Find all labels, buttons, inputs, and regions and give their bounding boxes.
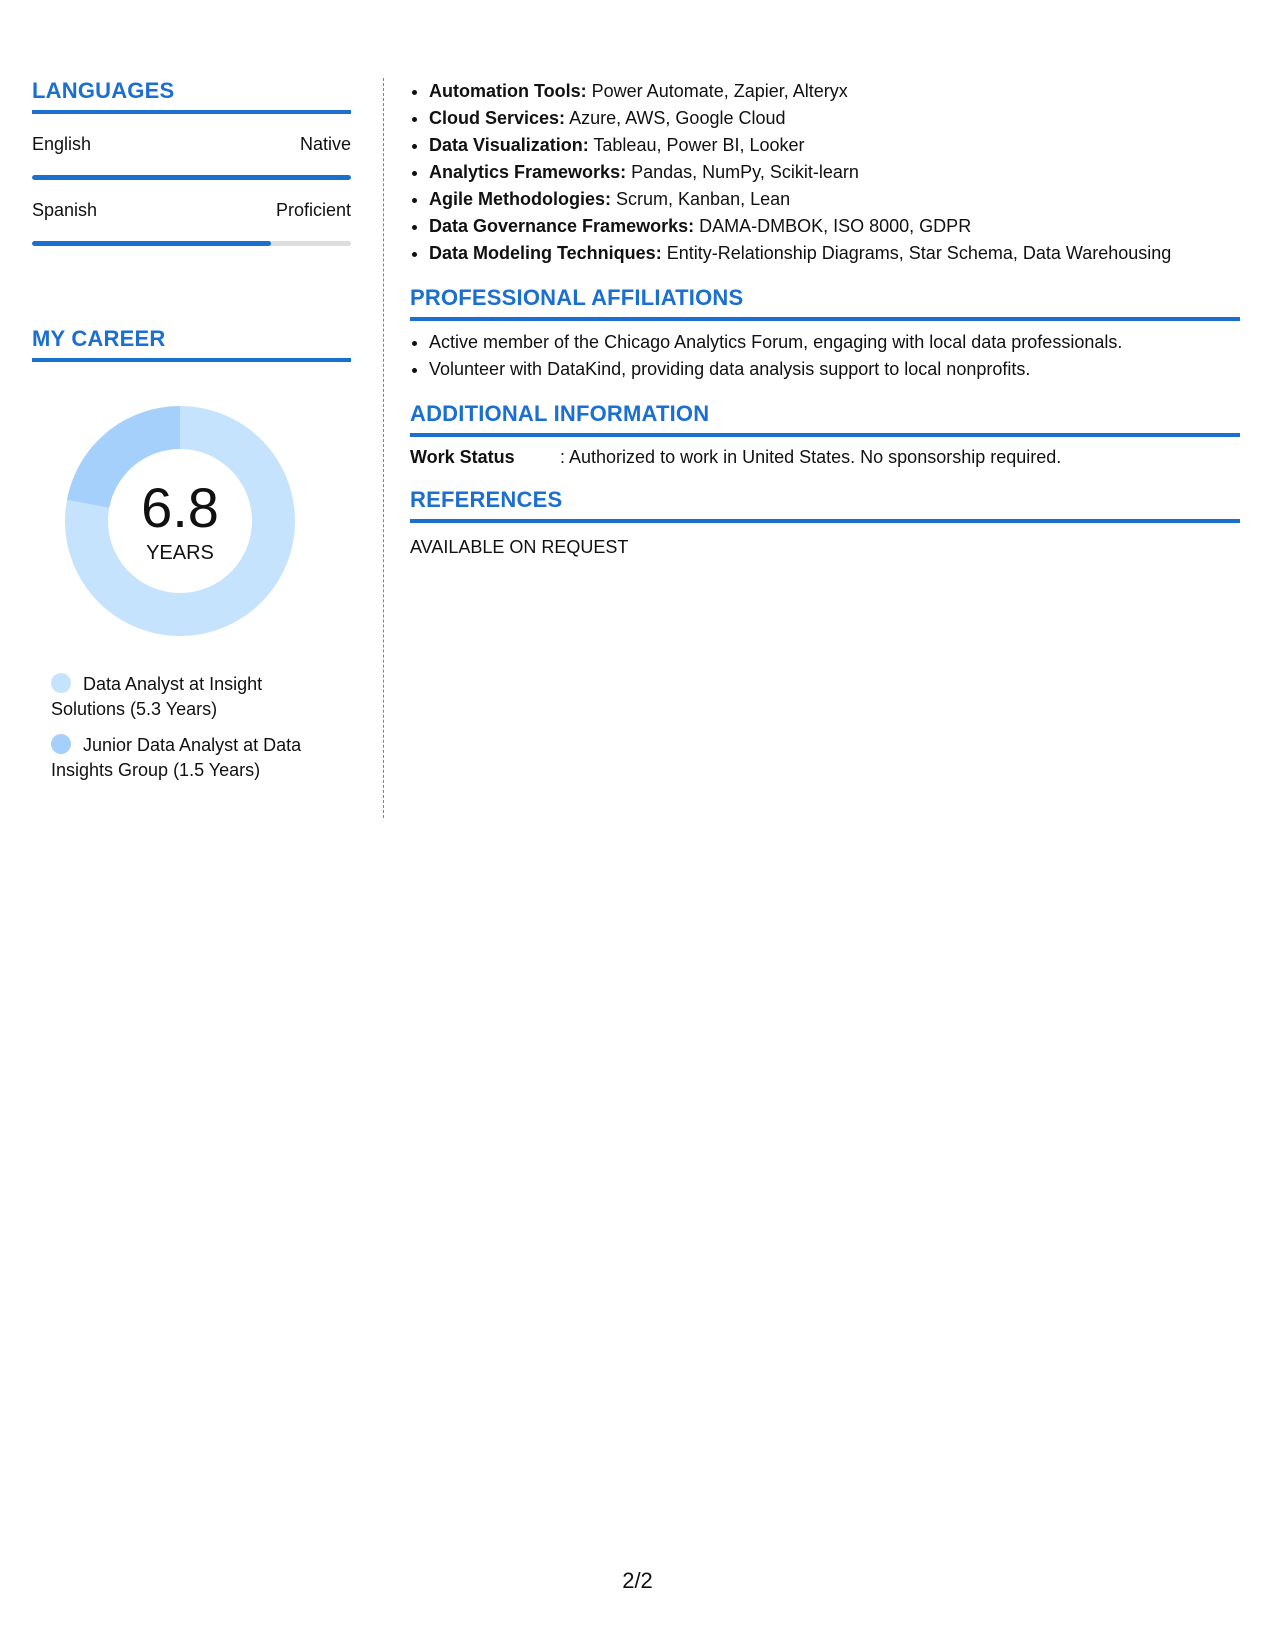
language-proficiency-fill: [32, 175, 351, 180]
references-title: REFERENCES: [410, 487, 1240, 523]
skill-value: Azure, AWS, Google Cloud: [569, 108, 786, 128]
donut-center: [65, 406, 295, 636]
skill-label: Analytics Frameworks:: [429, 162, 627, 182]
legend-label: Junior Data Analyst at Data Insights Group (1.5 Years): [51, 735, 302, 780]
language-name: Spanish: [32, 200, 98, 220]
language-level: Native: [299, 134, 351, 154]
work-status-row: [410, 445, 1240, 469]
legend-item: [51, 733, 331, 783]
skill-value: Tableau, Power BI, Looker: [593, 135, 805, 155]
work-status-value: : Authorized to work in United States. No sponsorship required.: [560, 447, 1062, 467]
skill-item: [429, 213, 1240, 240]
languages-title: LANGUAGES: [32, 78, 351, 114]
affiliations-title: PROFESSIONAL AFFILIATIONS: [410, 285, 1240, 321]
career-section: [32, 326, 351, 783]
legend-item: [51, 672, 331, 722]
language-level: Proficient: [275, 200, 351, 220]
skill-item: [429, 240, 1240, 267]
skill-label: Cloud Services:: [429, 108, 566, 128]
work-status-label: Work Status: [410, 447, 515, 467]
skill-value: Pandas, NumPy, Scikit-learn: [631, 162, 859, 182]
language-item: [32, 200, 351, 246]
left-column: [32, 78, 351, 794]
affiliations-list: [410, 329, 1240, 383]
skill-item: [429, 78, 1240, 105]
additional-info-section: [410, 401, 1240, 469]
skill-item: [429, 186, 1240, 213]
affiliation-item: • Volunteer with DataKind, providing data analysis support to local nonprofits.: [429, 356, 1240, 383]
career-total-value: 6.8: [141, 476, 219, 539]
column-divider: [383, 78, 384, 818]
right-column: [410, 78, 1240, 558]
affiliation-item: • Active member of the Chicago Analytics Forum, engaging with local data professionals.: [429, 329, 1240, 356]
skill-value: Power Automate, Zapier, Alteryx: [591, 81, 848, 101]
skill-value: Entity-Relationship Diagrams, Star Schema, Data Warehousing: [666, 243, 1172, 263]
career-total-unit: YEARS: [146, 542, 214, 564]
skill-label: Data Governance Frameworks:: [429, 216, 695, 236]
legend-dot-icon: [51, 734, 71, 754]
language-proficiency-bar: [32, 241, 351, 246]
skill-value: Scrum, Kanban, Lean: [616, 189, 791, 209]
career-legend: [32, 672, 351, 783]
language-proficiency-bar: [32, 175, 351, 180]
references-text: AVAILABLE ON REQUEST: [410, 537, 629, 557]
additional-info-title: ADDITIONAL INFORMATION: [410, 401, 1240, 437]
career-donut-chart: [65, 406, 295, 636]
skill-label: Automation Tools:: [429, 81, 587, 101]
legend-label: Data Analyst at Insight Solutions (5.3 Years): [51, 674, 263, 719]
skill-value: DAMA-DMBOK, ISO 8000, GDPR: [699, 216, 972, 236]
language-name: English: [32, 134, 92, 154]
skill-label: Data Modeling Techniques:: [429, 243, 662, 263]
language-proficiency-fill: [32, 241, 271, 246]
skill-item: [429, 159, 1240, 186]
skill-label: Data Visualization:: [429, 135, 589, 155]
legend-dot-icon: [51, 673, 71, 693]
skill-item: [429, 132, 1240, 159]
skill-item: [429, 105, 1240, 132]
career-title: MY CAREER: [32, 326, 351, 362]
affiliations-section: [410, 285, 1240, 383]
language-item: [32, 134, 351, 180]
languages-section: [32, 78, 351, 246]
references-section: [410, 487, 1240, 558]
page-number: 2/2: [622, 1568, 653, 1593]
skills-list: [410, 78, 1240, 267]
skill-label: Agile Methodologies:: [429, 189, 611, 209]
